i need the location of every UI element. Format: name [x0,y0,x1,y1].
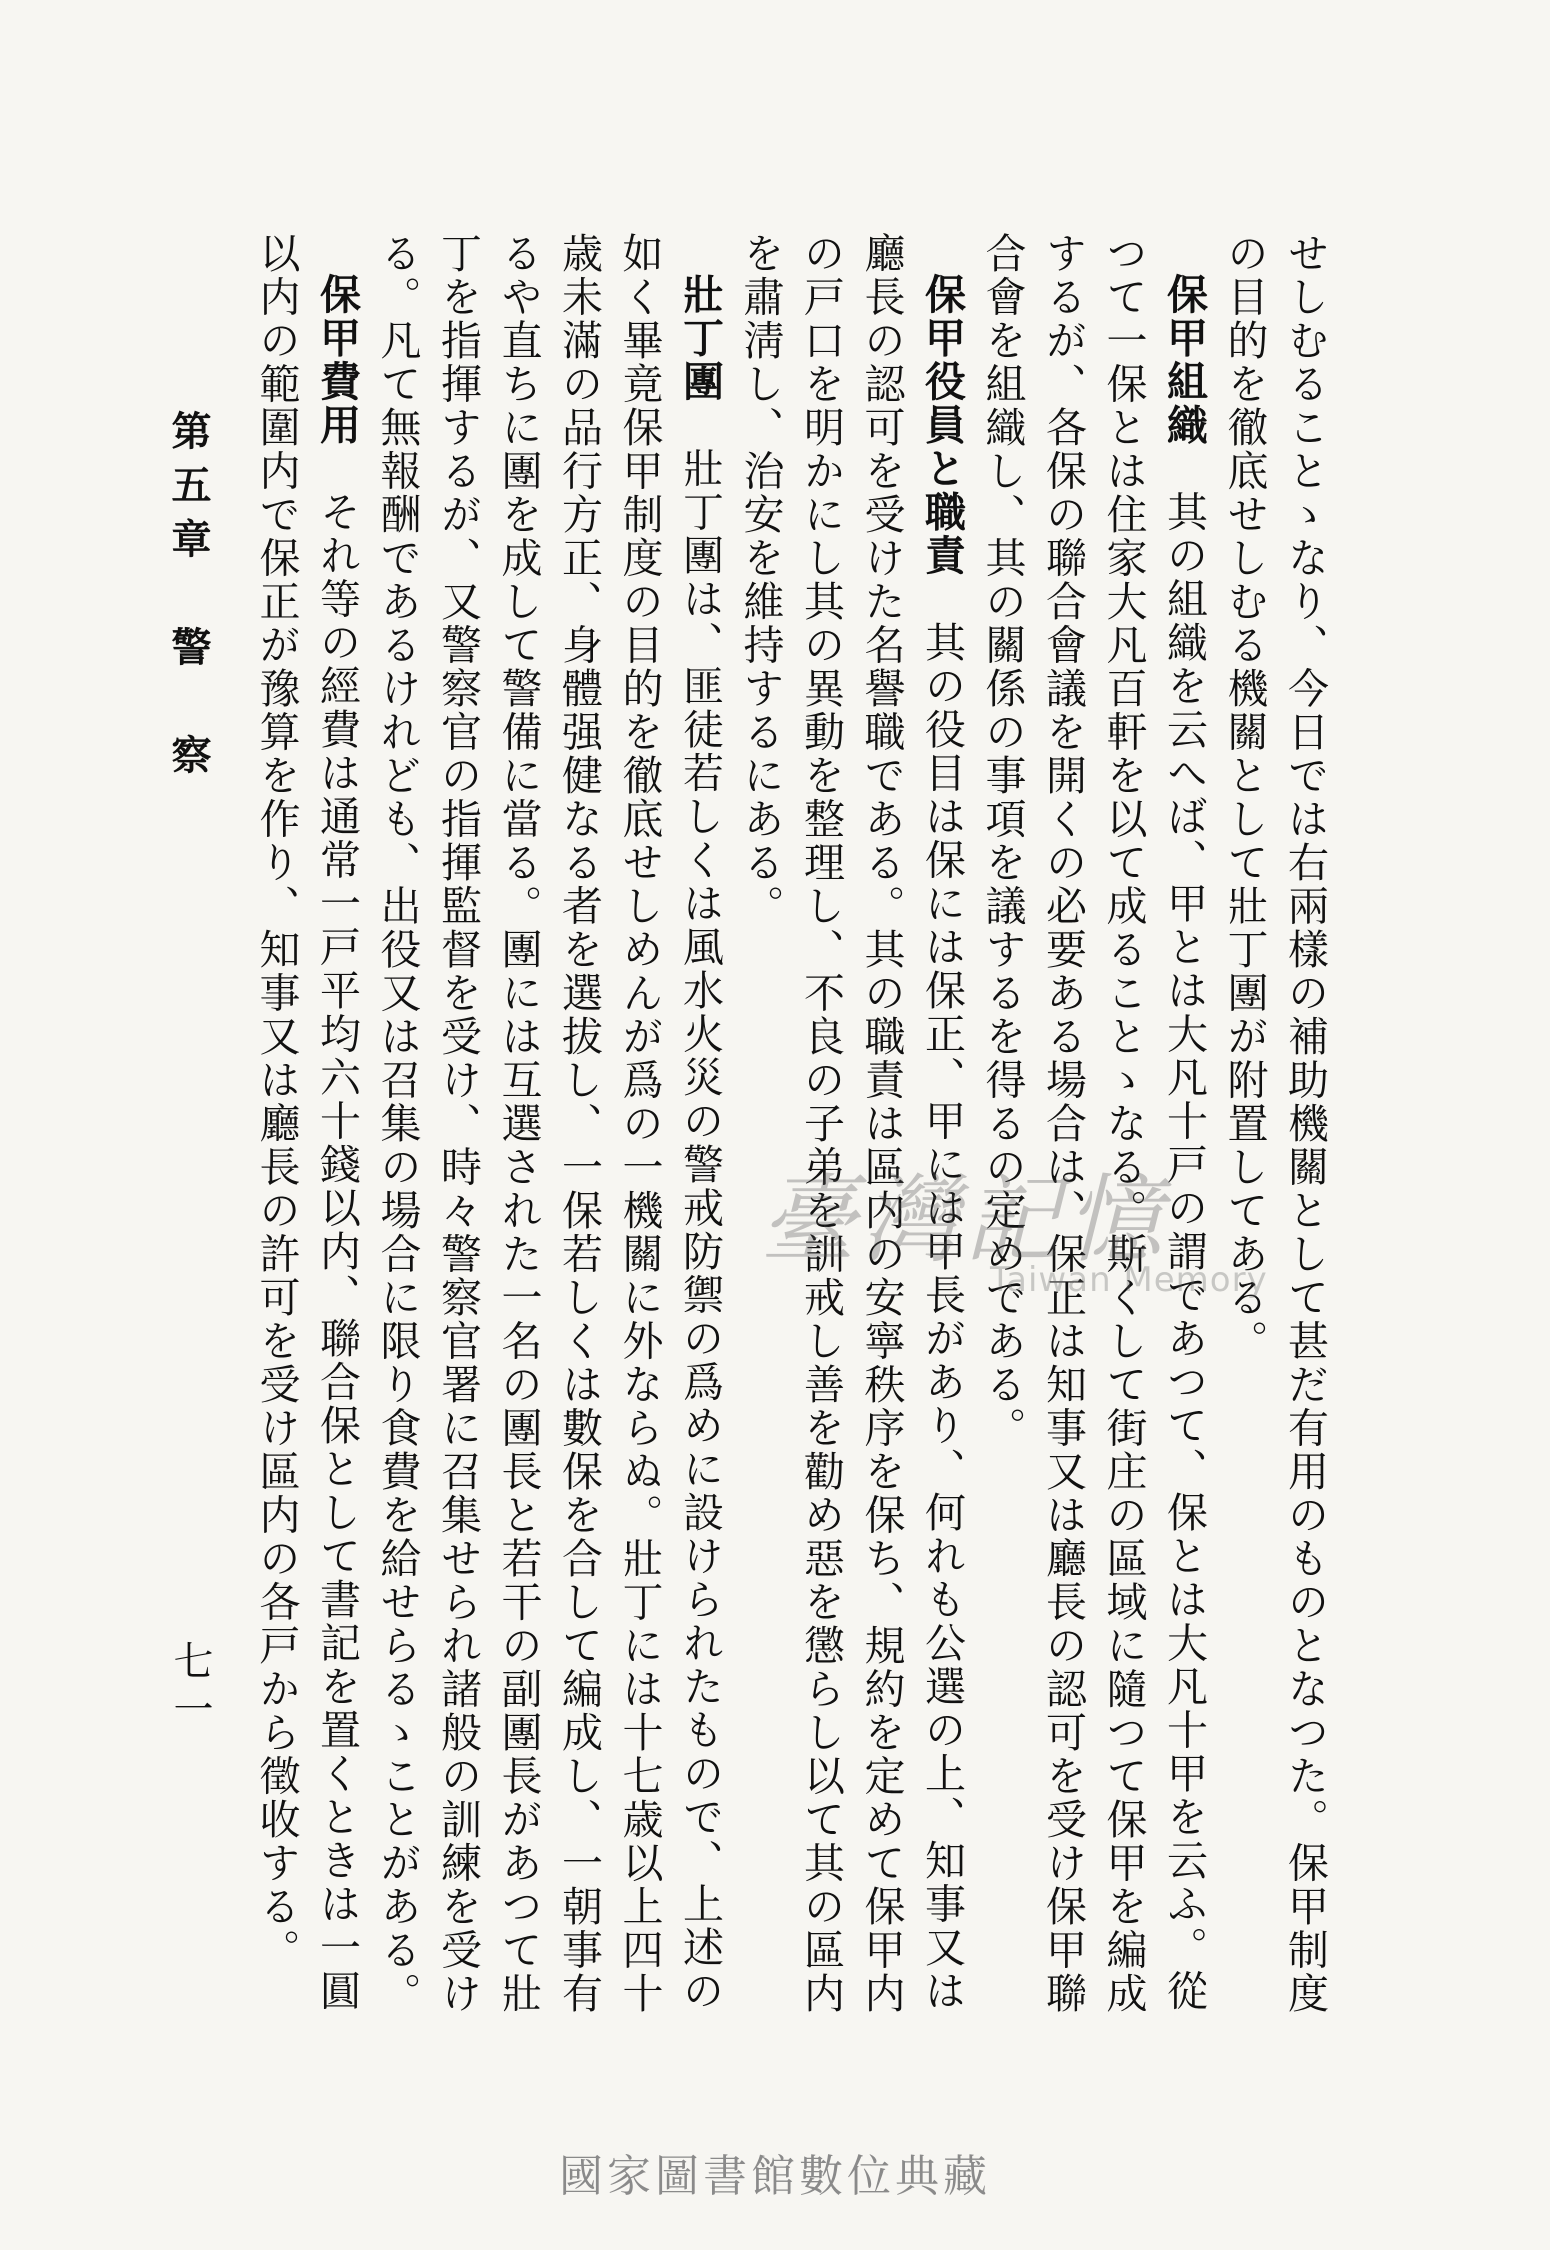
paragraph-text: 其の組織を云へば、甲とは大凡十戸の謂であつて、保とは大凡十甲を云ふ。從つて一保とは住家大凡百軒を以て成ることゝなる。斯くして街庄の區域に隨つて保甲を編成するが、各保の聯合會議を開くの必要ある場合は、保正は知事又は廳長の認可を受け保甲聯合會を組織し、其の關係の事項を議するを得るの定めである。 [978,232,1208,2016]
paragraph-text: 其の役目は保には保正、甲には甲長があり、何れも公選の上、知事又は廳長の認可を受けた名譽職である。其の職責は區内の安寧秩序を保ち、規約を定めて保甲内の戸口を明かにし其の異動を整理し、不良の子弟を訓戒し善を勸め惡を懲らし以て其の區内を肅淸し、治安を維持するにある。 [736,232,966,2016]
paragraph-text: それ等の經費は通常一戸平均六十錢以内、聯合保として書記を置くときは一圓以内の範圍内で保正が豫算を作り、知事又は廳長の許可を受け區内の各戸から徵收する。 [252,232,361,2013]
section-heading: 保甲費用 [313,273,361,447]
page-number: 七一 [167,1640,213,1736]
section-heading: 保甲役員と職責 [918,273,966,578]
section-heading: 保甲組織 [1160,273,1208,447]
running-head-chapter: 第五章 警 察 [165,410,212,788]
paragraph-hoko-expenses [246,232,367,2032]
paragraph-militia [367,232,730,2032]
watermark-title: 臺灣記憶 [760,1164,1168,1276]
vertical-text-body [225,232,1335,2032]
paragraph-text: 壯丁團は、匪徒若しくは風水火災の警戒防禦の爲めに設けられたもので、上述の如く畢竟保甲制度の目的を徹底せしめんが爲の一機關に外ならぬ。壯丁には十七歳以上四十歳未滿の品行方正、身體强健なる者を選拔し、一保若しくは數保を合して編成し、一朝事有るや直ちに團を成して警備に當る。團には互選された一名の團長と若干の副團長があつて壯丁を指揮するが、又警察官の指揮監督を受け、時々警察官署に召集せられ諸般の訓練を受ける。凡て無報酬であるけれども、出役又は召集の場合に限り食費を給せらるゝことがある。 [373,232,724,2016]
watermark-subtitle: Taiwan Memory [990,1260,1268,1300]
paragraph-continuation [1214,232,1335,2032]
paragraph-hoko-organization [972,232,1214,2032]
paragraph-hoko-officers [730,232,972,2032]
footer-credit: 國家圖書館數位典藏 [559,2151,991,2202]
section-heading: 壯丁團 [676,273,724,404]
paragraph-text: せしむることゝなり、今日では右兩樣の補助機關として甚だ有用のものとなつた。保甲制度の目的を徹底せしむる機關として壯丁團が附置してある。 [1220,232,1329,2016]
